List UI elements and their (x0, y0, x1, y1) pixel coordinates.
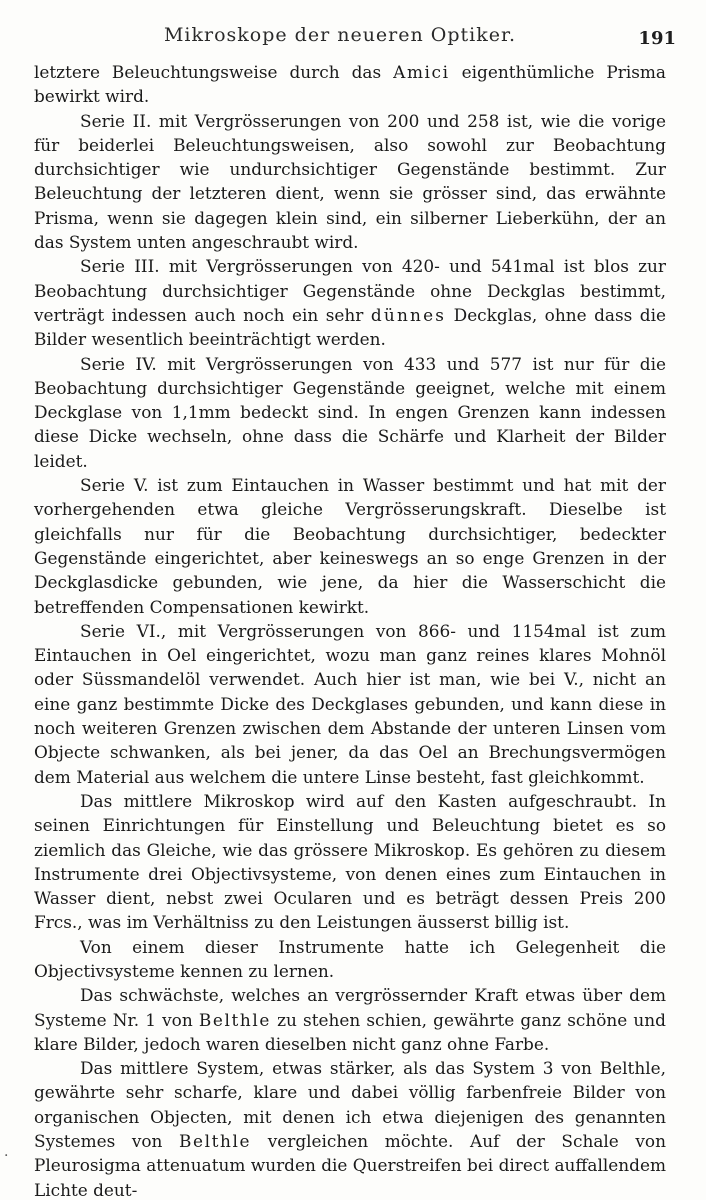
paragraph-serie-4: Serie IV. mit Vergrösserungen von 433 und 577 ist nur für die Beobachtung durchsichtiger Gegenstände geeignet, welche mit einem Deckglase von 1,1mm bedeckt sind. In engen Grenzen kann indessen diese Dicke wechseln, ohne dass die Schärfe und Klarheit der Bilder leidet. (34, 353, 666, 471)
body-text (34, 60, 666, 1202)
paragraph-serie-3 (34, 254, 666, 351)
paragraph-serie-2: Serie II. mit Vergrösserungen von 200 und 258 ist, wie die vorige für beiderlei Beleuchtungsweisen, also sowohl zur Beobachtung durchsichtiger wie undurchsichtiger Gegenstände bestimmt. Zur Beleuchtung der letzteren dient, wenn sie grösser sind, das erwähnte Prisma, wenn sie dagegen klein sind, ein silberner Lieberkühn, der an das System unten angeschraubt wird. (34, 110, 666, 253)
margin-mark: · (4, 1148, 9, 1164)
text-run: Serie III. mit Vergrösserungen von 420- und 541mal ist blos zur Beobachtung durchsichtiger Gegenstände ohne Deckglas bestimmt, verträgt indessen auch noch ein sehr (34, 256, 666, 325)
paragraph-middle-system (34, 1056, 666, 1202)
paragraph-objective-systems: Von einem dieser Instrumente hatte ich Gelegenheit die Objectivsysteme kennen zu lernen. (34, 936, 666, 981)
paragraph-serie-5: Serie V. ist zum Eintauchen in Wasser bestimmt und hat mit der vorhergehenden etwa gleiche Vergrösserungskraft. Dieselbe ist gleichfalls nur für die Beobachtung durchsichtiger, bedeckter Gegenstände eingerichtet, aber keineswegs an so enge Grenzen in der Deckglasdicke gebunden, wie jene, da hier die Wasserschicht die betreffenden Compensationen kewirkt. (34, 475, 666, 617)
running-title: Mikroskope der neueren Optiker. (163, 24, 517, 46)
paragraph-serie-6: Serie VI., mit Vergrösserungen von 866- und 1154mal ist zum Eintauchen in Oel eingerichtet, wozu man ganz reines klares Mohnöl oder Süssmandelöl verwendet. Auch hier ist man, wie bei V., nicht an eine ganz bestimmte Dicke des Deckglases gebunden, und kann diese in noch weiteren Grenzen zwischen dem Abstande der unteren Linsen vom Objecte schwanken, als bei jener, da das Oel an Brechungsvermögen dem Material aus welchem die untere Linse besteht, fast gleichkommt. (34, 620, 666, 787)
text-run: Das schwächste, welches an vergrössernder Kraft etwas über dem Systeme Nr. 1 von (34, 985, 666, 1030)
page-number: 191 (638, 28, 676, 49)
spaced-word: dünnes (370, 304, 447, 325)
paragraph-middle-microscope: Das mittlere Mikroskop wird auf den Kasten aufgeschraubt. In seinen Einrichtungen für Einstellung und Beleuchtung bietet es so ziemlich das Gleiche, wie das grössere Mikroskop. Es gehören zu diesem Instrumente drei Objectivsysteme, von denen eines zum Eintauchen in Wasser dient, nebst zwei Ocularen und es beträgt dessen Preis 200 Frcs., was im Verhältniss zu den Leistungen äusserst billig ist. (34, 790, 666, 933)
text-run: Deckglas, ohne dass die Bilder wesentlich beeinträchtigt werden. (34, 304, 666, 350)
paragraph-weakest-system (34, 983, 666, 1056)
text-run: letztere Beleuchtungsweise durch das (34, 62, 394, 82)
paragraph-continued (34, 60, 666, 109)
page-header (0, 14, 706, 54)
spaced-name: Amici (393, 62, 450, 82)
text-run: zu stehen schien, gewährte ganz schöne und klare Bilder, jedoch waren dieselben nicht ganz ohne Farbe. (34, 1009, 666, 1054)
text-run: vergleichen möchte. Auf der Schale von Pleurosigma attenuatum wurden die Querstreifen bei direct auffallendem Lichte deut- (34, 1131, 667, 1200)
spaced-name: Belthle (179, 1131, 252, 1152)
text-run: Das mittlere System, etwas stärker, als das System 3 von Belthle, gewährte sehr scharfe, klare und dabei völlig farbenfreie Bilder von organischen Objecten, mit denen ich etwa diejenigen des genannten Systemes von (34, 1058, 666, 1152)
spaced-name: Belthle (198, 1009, 271, 1030)
text-run: eigenthümliche Prisma bewirkt wird. (34, 62, 666, 107)
